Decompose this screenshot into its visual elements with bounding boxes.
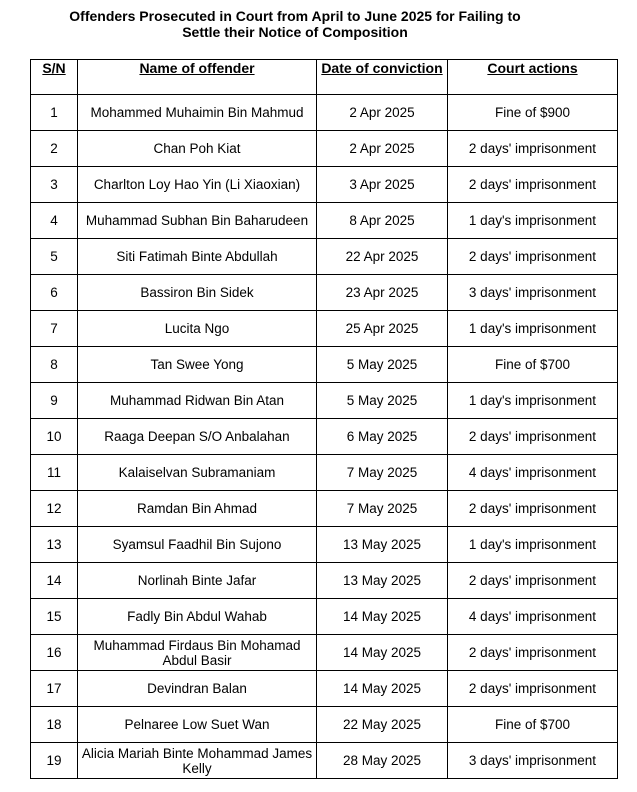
cell-action: 2 days' imprisonment [448,635,618,671]
cell-name: Alicia Mariah Binte Mohammad James Kelly [78,743,317,779]
header-action: Court actions [448,60,618,95]
cell-date: 5 May 2025 [317,347,448,383]
cell-sn: 4 [31,203,78,239]
table-row [31,707,618,743]
table-row [31,419,618,455]
cell-action: Fine of $700 [448,707,618,743]
cell-name: Muhammad Ridwan Bin Atan [78,383,317,419]
cell-action: 4 days' imprisonment [448,599,618,635]
cell-action: 3 days' imprisonment [448,743,618,779]
cell-name: Fadly Bin Abdul Wahab [78,599,317,635]
cell-name: Lucita Ngo [78,311,317,347]
cell-action: 1 day's imprisonment [448,383,618,419]
cell-date: 28 May 2025 [317,743,448,779]
cell-name: Tan Swee Yong [78,347,317,383]
cell-action: 4 days' imprisonment [448,455,618,491]
cell-sn: 7 [31,311,78,347]
cell-sn: 15 [31,599,78,635]
header-date: Date of conviction [317,60,448,95]
cell-sn: 19 [31,743,78,779]
table-header-row [31,60,618,95]
cell-name: Muhammad Subhan Bin Baharudeen [78,203,317,239]
cell-action: 3 days' imprisonment [448,275,618,311]
cell-name: Ramdan Bin Ahmad [78,491,317,527]
cell-name: Syamsul Faadhil Bin Sujono [78,527,317,563]
cell-date: 7 May 2025 [317,455,448,491]
cell-date: 5 May 2025 [317,383,448,419]
document-title [0,8,590,40]
cell-sn: 13 [31,527,78,563]
document-title-line-1: Offenders Prosecuted in Court from April to June 2025 for Failing to [69,8,521,24]
cell-sn: 16 [31,635,78,671]
table-row [31,311,618,347]
cell-name: Muhammad Firdaus Bin Mohamad Abdul Basir [78,635,317,671]
cell-name: Pelnaree Low Suet Wan [78,707,317,743]
cell-sn: 18 [31,707,78,743]
cell-date: 23 Apr 2025 [317,275,448,311]
cell-date: 6 May 2025 [317,419,448,455]
table-row [31,95,618,131]
cell-sn: 11 [31,455,78,491]
table-row [31,491,618,527]
cell-action: 2 days' imprisonment [448,419,618,455]
cell-action: 2 days' imprisonment [448,671,618,707]
cell-name: Bassiron Bin Sidek [78,275,317,311]
cell-sn: 9 [31,383,78,419]
cell-date: 13 May 2025 [317,527,448,563]
cell-name: Mohammed Muhaimin Bin Mahmud [78,95,317,131]
cell-sn: 3 [31,167,78,203]
table-row [31,275,618,311]
cell-sn: 12 [31,491,78,527]
cell-action: 2 days' imprisonment [448,491,618,527]
cell-action: 2 days' imprisonment [448,239,618,275]
cell-sn: 14 [31,563,78,599]
cell-action: 2 days' imprisonment [448,131,618,167]
cell-name: Kalaiselvan Subramaniam [78,455,317,491]
cell-name: Devindran Balan [78,671,317,707]
cell-date: 14 May 2025 [317,635,448,671]
cell-action: Fine of $700 [448,347,618,383]
cell-name: Norlinah Binte Jafar [78,563,317,599]
cell-name: Siti Fatimah Binte Abdullah [78,239,317,275]
table-body [31,95,618,779]
table-row [31,239,618,275]
cell-action: 1 day's imprisonment [448,311,618,347]
table-row [31,383,618,419]
header-sn: S/N [31,60,78,95]
cell-sn: 1 [31,95,78,131]
cell-sn: 5 [31,239,78,275]
cell-action: 2 days' imprisonment [448,563,618,599]
cell-date: 2 Apr 2025 [317,95,448,131]
cell-date: 25 Apr 2025 [317,311,448,347]
cell-date: 13 May 2025 [317,563,448,599]
table-row [31,527,618,563]
cell-name: Chan Poh Kiat [78,131,317,167]
table-row [31,743,618,779]
cell-sn: 17 [31,671,78,707]
cell-date: 3 Apr 2025 [317,167,448,203]
table-row [31,635,618,671]
cell-action: Fine of $900 [448,95,618,131]
table-row [31,563,618,599]
table-row [31,167,618,203]
cell-action: 1 day's imprisonment [448,527,618,563]
cell-date: 8 Apr 2025 [317,203,448,239]
cell-date: 2 Apr 2025 [317,131,448,167]
cell-sn: 8 [31,347,78,383]
table-row [31,671,618,707]
cell-date: 14 May 2025 [317,671,448,707]
offenders-table [30,59,618,779]
cell-date: 14 May 2025 [317,599,448,635]
cell-sn: 10 [31,419,78,455]
table-row [31,131,618,167]
cell-date: 22 Apr 2025 [317,239,448,275]
table-row [31,599,618,635]
cell-action: 1 day's imprisonment [448,203,618,239]
table-row [31,347,618,383]
document-title-line-2: Settle their Notice of Composition [182,24,408,40]
table-row [31,455,618,491]
cell-action: 2 days' imprisonment [448,167,618,203]
cell-sn: 6 [31,275,78,311]
cell-sn: 2 [31,131,78,167]
cell-date: 22 May 2025 [317,707,448,743]
cell-date: 7 May 2025 [317,491,448,527]
table-row [31,203,618,239]
cell-name: Raaga Deepan S/O Anbalahan [78,419,317,455]
header-name: Name of offender [78,60,317,95]
cell-name: Charlton Loy Hao Yin (Li Xiaoxian) [78,167,317,203]
